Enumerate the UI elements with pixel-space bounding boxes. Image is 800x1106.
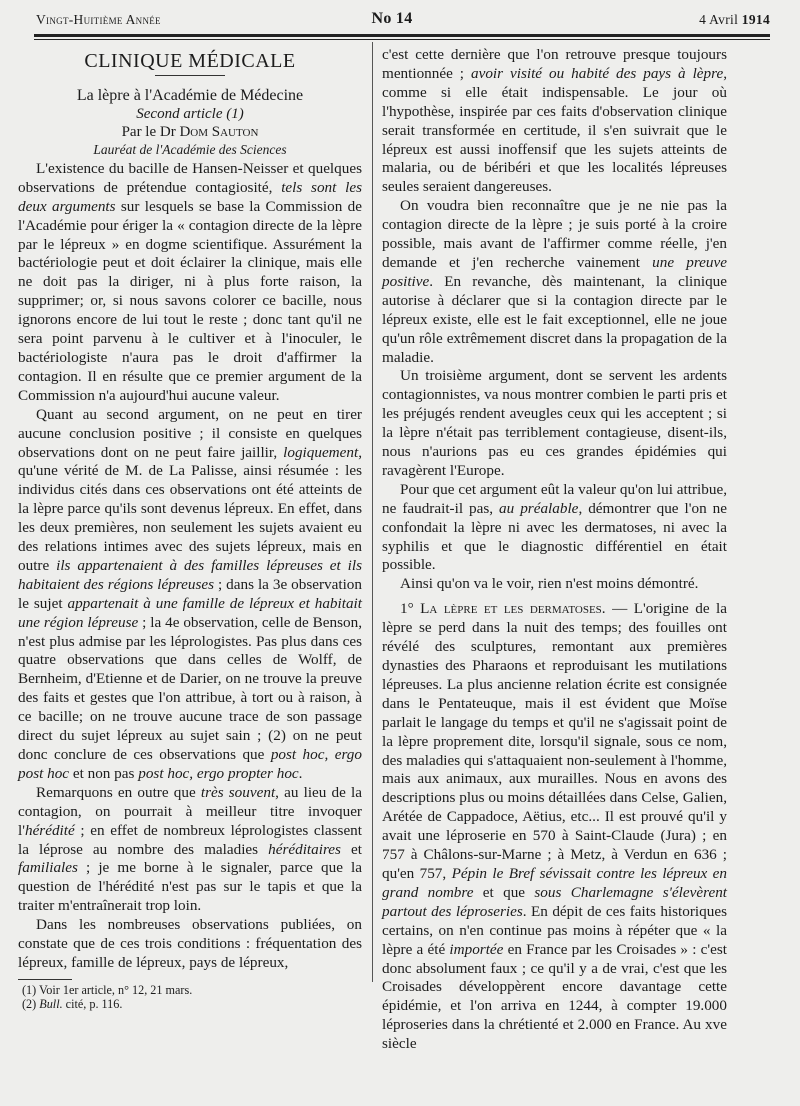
footnote: (1) Voir 1er article, n° 12, 21 mars. [22, 982, 193, 997]
header-rule-thin [34, 39, 770, 40]
article-title: La lèpre à l'Académie de Médecine [76, 86, 304, 104]
paragraph: 1° La lèpre et les dermatoses. — L'origine de la lèpre se perd dans la nuit des temps; des fouilles ont révélé des sculptures, remontant aux premières dynasties des Pharaons et reproduisant les mutilations lépreuses. La plus ancienne relation écrite est consignée dans le Pentateuque, mais il est évident que Moïse parlait le langage du temps et qu'il ne s'agissait point de la lèpre proprement dite, lorsqu'il signale, sous ce nom, des maladies qui s'attaquaient non-seulement à l'homme, mais aux animaux, aux murailles. Nous en avons des descriptions plus ou moins détaillées dans Celse, Galien, Arétée de Cappadoce, Aëtius, etc... Il est prouvé qu'il y avait une léproserie en 570 à Saint-Claude (Jura) ; en 757 à Châlons-sur-Marne ; à Metz, à Verdun en 636 ; qu'en 757, Pépin le Bref sévissait contre les lépreux en grand nombre et que sous Charlemagne s'élevèrent partout des léproseries. En dépit de ces faits historiques certains, on n'en continue pas moins à répéter que « la lèpre a été importée en France par les Croisades » : c'est donc absolument faux ; ce qu'il y a de vrai, c'est que les Croisades développèrent encore davantage cette épidémie, et l'on arriva en 1244, à compter 19.000 léproseries dans la chrétienté et 2.000 en France. Au xve siècle [382, 600, 728, 1053]
paragraph: Un troisième argument, dont se servent les ardents contagionnistes, va nous montrer combien le parti pris et les préjugés rendent aveugles ceux qui les acceptent ; si la lèpre n'était pas terriblement contagieuse, disent-ils, nous n'aurions pas eu ces grandes épidémies qui ravagèrent l'Europe. [382, 367, 727, 479]
paragraph: L'existence du bacille de Hansen-Neisser et quelques observations de prétendue contagiosité, tels sont les deux arguments sur lesquels se base la Commission de l'Académie pour ériger la « contagion directe de la lèpre par le lépreux » en dogme scientifique. Assurément la bactériologie peut et doit éclairer la clinique, mais elle ne doit pas la diriger, ni à plus forte raison, la supprimer; or, si nous savons colorer ce bacille, nous ignorons encore de lui tout le reste ; donc tant qu'il ne sera point parvenu à le cultiver et à l'inoculer, le bactériologiste n'aura pas le droit d'affirmer la contagion. Il en résulte que ce premier argument de la Commission n'a aujourd'hui aucune valeur. [18, 159, 362, 404]
paragraph: Quant au second argument, on ne peut en tirer aucune conclusion positive ; il consiste en quelques observations dont on ne peut faire jaillir, logiquement, qu'une vérité de M. de La Palisse, ainsi résumée : les individus cités dans ces observations ont été atteints de la lèpre parce qu'ils sont devenus lépreux. En effet, dans les deux premières, non seulement les sujets avaient eu des relations intimes avec des sujets lépreux, mais en outre ils appartenaient à des familles lépreuses et ils habitaient des régions lépreuses ; dans la 3e observation le sujet appartenait à une famille de lépreux et habitait une région lépreuse ; la 4e observation, celle de Benson, n'est plus admise par les léprologistes. Pas plus dans ces quatre observations que dans celles de Wolff, de Bernheim, d'Etienne et de Darier, on ne trouve la preuve des faits et gestes que l'on attribue, à tort ou à raison, à ce bacille; on ne trouve aucune trace de son passage direct du sujet lépreux au sujet sain ; (2) on ne peut donc conclure de ces observations que post hoc, ergo post hoc et non pas post hoc, ergo propter hoc. [18, 405, 362, 782]
paragraph: On voudra bien reconnaître que je ne nie pas la contagion directe de la lèpre ; je suis porté à la croire possible, mais avant de l'affirmer comme réelle, j'en demande et j'en recherche vainement une preuve positive. En revanche, dès maintenant, la clinique autorise à déclarer que si la contagion directe par le lépreux existe, elle est le fait exceptionnel, elle ne joue qu'un rôle extrêmement discret dans la propagation de la maladie. [382, 197, 727, 366]
issue-date-day: 4 Avril [699, 12, 742, 27]
running-head [36, 10, 770, 32]
article-subtitle: Second article (1) [136, 105, 244, 122]
header-rule-thick [34, 34, 770, 37]
issue-date [699, 12, 770, 28]
right-column [382, 46, 727, 1054]
issue-date-year: 1914 [741, 12, 770, 27]
article-author [18, 123, 362, 141]
author-prefix: Par le Dr [121, 123, 180, 140]
title-rule [155, 75, 225, 76]
left-column [18, 44, 362, 1011]
paragraph: Dans les nombreuses observations publiées, on constate que de ces trois conditions : fréquentation des lépreux, famille de lépreux, pays de lépreux, [18, 916, 362, 971]
column-divider [372, 42, 373, 982]
paragraph: Ainsi qu'on va le voir, rien n'est moins démontré. [400, 575, 699, 593]
paragraph: Pour que cet argument eût la valeur qu'on lui attribue, ne faudrait-il pas, au préalable, démontrer que l'on ne confondait la lèpre ni avec les dermatoses, ni avec la syphilis et que le diagnostic différentiel en était possible. [382, 480, 727, 574]
volume-label: Vingt-Huitième Année [36, 12, 161, 27]
section-title: CLINIQUE MÉDICALE [84, 50, 296, 72]
footnote-rule [18, 979, 72, 980]
issue-number: No 14 [371, 10, 413, 27]
author-name: Dom Sauton [179, 123, 259, 140]
footnote: (2) Bull. cité, p. 116. [22, 996, 123, 1011]
author-affiliation: Lauréat de l'Académie des Sciences [93, 141, 287, 157]
paragraph: Remarquons en outre que très souvent, au lieu de la contagion, on pourrait à meilleur titre invoquer l'hérédité ; en effet de nombreux léprologistes classent la léprose au nombre des maladies héréditaires et familiales ; je me borne à le signaler, parce que la question de l'hérédité n'est pas sur le tapis et que la traiter m'entraînerait trop loin. [18, 783, 362, 915]
paragraph: c'est cette dernière que l'on retrouve presque toujours mentionnée ; avoir visité ou habité des pays à lèpre, comme si elle était indispensable. Le jour où l'hypothèse, inspirée par ces faits d'observation clinique serait transformée en certitude, il s'en suivrait que le lépreux est aussi inoffensif que les sujets atteints de malaria, ou de béribéri et que les localités lépreuses seules seraient dangereuses. [382, 46, 728, 196]
subsection-heading: 1° La lèpre et les dermatoses. [400, 600, 606, 618]
